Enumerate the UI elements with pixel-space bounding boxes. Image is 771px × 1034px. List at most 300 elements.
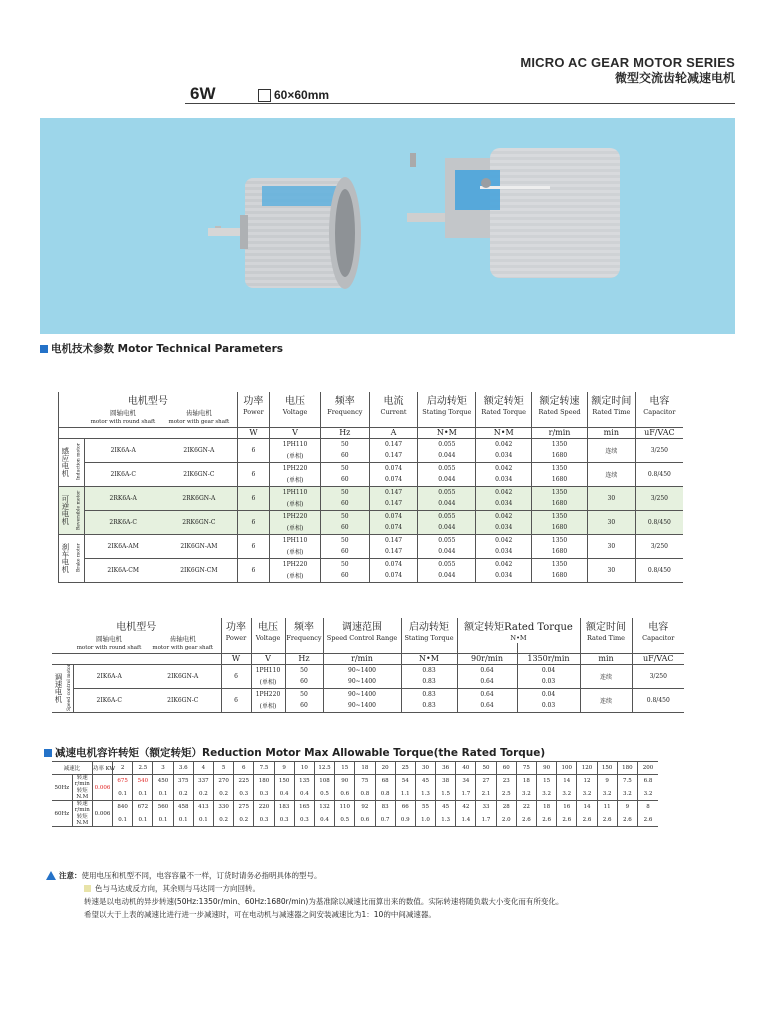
torque-value: 0.3 <box>234 788 254 801</box>
notes-block <box>46 869 563 921</box>
ratio-value: 5 <box>214 762 234 775</box>
power-value: 6 <box>237 534 269 558</box>
torque-value: 0.5 <box>314 788 334 801</box>
th-start-torque: 启动转矩 <box>418 392 476 407</box>
ratio-value: 18 <box>355 762 375 775</box>
rated-torque-value: 0.042 <box>476 534 532 546</box>
speed-value: 9 <box>617 801 637 814</box>
ratio-value: 120 <box>577 762 597 775</box>
unit-voltage: V <box>270 427 321 438</box>
note-text-4: 希望以大于上表的减速比进行进一步减速时，可在电动机与减速器之间安装减速比为1：10的中间减速器。 <box>84 910 436 919</box>
torque-value: 0.2 <box>193 788 213 801</box>
header-row-cn <box>59 392 684 407</box>
blue-square-icon <box>44 749 52 757</box>
torque-value: 0.3 <box>254 814 274 827</box>
t2-th-voltage-en: Voltage <box>251 633 285 643</box>
t2-th-range-en: Speed Control Range <box>323 633 401 643</box>
ratio-value: 9 <box>274 762 294 775</box>
torque-value: 0.1 <box>113 814 133 827</box>
rated-torque-value: 0.034 <box>476 450 532 462</box>
start-torque-value: 0.83 <box>401 688 457 700</box>
ratio-value: 15 <box>335 762 355 775</box>
t2-th-round-shaft: 圆轴电机 <box>96 634 122 643</box>
torque-value: 1.5 <box>436 788 456 801</box>
range-value: 90~1400 <box>323 688 401 700</box>
speed-value: 28 <box>496 801 516 814</box>
table-row <box>59 486 684 498</box>
rated-speed-value: 1350 <box>532 486 588 498</box>
capacitor-value: 0.8/450 <box>635 558 683 582</box>
group-label-en: Speed control motor <box>66 664 72 712</box>
current-value: 0.147 <box>369 498 418 510</box>
section-allowable-torque <box>44 745 545 760</box>
rated-torque-value: 0.042 <box>476 486 532 498</box>
capacitor-value: 3/250 <box>635 486 683 510</box>
ratio-value: 6 <box>234 762 254 775</box>
rated-time-value: 30 <box>587 534 635 558</box>
torque-value: 2.6 <box>637 814 658 827</box>
torque-value: 3.2 <box>537 788 557 801</box>
start-torque-value: 0.044 <box>418 498 476 510</box>
voltage-value: 1PH110 <box>270 486 321 498</box>
t2-th-power-en: Power <box>221 633 251 643</box>
speed-value: 183 <box>274 801 294 814</box>
voltage-value: 1PH110 <box>270 534 321 546</box>
start-torque-value: 0.055 <box>418 438 476 450</box>
torque-value: 1.7 <box>456 788 476 801</box>
power-value: 6 <box>221 688 251 712</box>
torque-value: 0.4 <box>294 788 314 801</box>
table-row <box>59 510 684 522</box>
speed-value: 225 <box>234 775 254 788</box>
table-row <box>59 534 684 546</box>
th-gear-shaft: 齿轴电机 <box>185 408 212 417</box>
unit-capacitor: uF/VAC <box>635 427 683 438</box>
torque-value: 1.4 <box>456 814 476 827</box>
ratio-value: 2.5 <box>133 762 153 775</box>
speed-value: 150 <box>274 775 294 788</box>
torque-value: 3.2 <box>597 788 617 801</box>
start-torque-value: 0.83 <box>401 700 457 712</box>
capacitor-value: 0.8/450 <box>635 462 683 486</box>
table-row <box>59 558 684 570</box>
voltage-value: 1PH220 <box>270 462 321 474</box>
start-torque-value: 0.044 <box>418 522 476 534</box>
speed-label: 转速 r/min <box>72 801 92 814</box>
series-title-en: MICRO AC GEAR MOTOR SERIES <box>520 55 735 70</box>
group-label-cn: 调速电机 <box>52 664 65 712</box>
model-round: 2IK6A-AM <box>85 534 161 558</box>
speed-value: 16 <box>557 801 577 814</box>
note-line-1 <box>46 869 563 882</box>
round-shaft-motor-icon <box>208 177 361 289</box>
rated-torque-value: 0.034 <box>476 570 532 582</box>
t2-unit-frequency: Hz <box>285 653 323 664</box>
group-label-cn: 感应电机 <box>59 438 72 486</box>
t2-unit-1350rpm: 1350r/min <box>517 653 580 664</box>
speed-value: 34 <box>456 775 476 788</box>
rated-torque-value: 0.034 <box>476 546 532 558</box>
voltage-value: 1PH220 <box>270 558 321 570</box>
t2-th-start-torque-en: Stating Torque <box>401 633 457 643</box>
torque-value: 2.6 <box>577 814 597 827</box>
speed-value: 110 <box>335 801 355 814</box>
speed-value: 9 <box>597 775 617 788</box>
t2-unit-voltage: V <box>251 653 285 664</box>
t2-header-row-cn <box>52 618 684 633</box>
th-capacitor: 电容 <box>635 392 683 407</box>
power-label: 功率 KW <box>92 762 112 775</box>
note-text-2: 色与马达成反方向，其余则与马达同一方向回转。 <box>95 884 260 893</box>
freq-label: 50Hz <box>52 775 72 801</box>
t2-unit-start-torque: N•M <box>401 653 457 664</box>
torque-value: 0.1 <box>133 814 153 827</box>
speed-value: 45 <box>415 775 435 788</box>
t2-unit-power: W <box>221 653 251 664</box>
torque-value: 0.2 <box>214 814 234 827</box>
capacitor-value: 0.8/450 <box>635 510 683 534</box>
current-value: 0.147 <box>369 438 418 450</box>
voltage-value: (单相) <box>270 498 321 510</box>
torque-value: 0.3 <box>294 814 314 827</box>
frequency-value: 60 <box>320 570 369 582</box>
start-torque-value: 0.055 <box>418 534 476 546</box>
table-row <box>52 814 658 827</box>
torque-90-value: 0.64 <box>457 676 517 688</box>
torque-value: 0.3 <box>274 814 294 827</box>
ratio-value: 90 <box>537 762 557 775</box>
header-row-en <box>59 417 684 427</box>
torque-label: 转矩 N.M <box>72 814 92 827</box>
rated-speed-value: 1680 <box>532 498 588 510</box>
t2-units-row <box>52 653 684 664</box>
torque-1350-value: 0.04 <box>517 688 580 700</box>
rated-time-value: 30 <box>587 558 635 582</box>
frequency-value: 50 <box>320 510 369 522</box>
speed-value: 540 <box>133 775 153 788</box>
t2-th-gear-shaft: 齿轴电机 <box>169 634 196 643</box>
frequency-value: 50 <box>285 688 323 700</box>
rated-speed-value: 1350 <box>532 438 588 450</box>
range-value: 90~1400 <box>323 676 401 688</box>
torque-value: 3.2 <box>577 788 597 801</box>
current-value: 0.147 <box>369 450 418 462</box>
th-rated-speed-en: Rated Speed <box>532 407 588 417</box>
torque-value: 0.1 <box>173 814 193 827</box>
ratio-value: 150 <box>597 762 617 775</box>
ratio-header-row <box>52 762 658 775</box>
torque-value: 2.6 <box>597 814 617 827</box>
model-gear: 2IK6GN-C <box>161 462 237 486</box>
table-row <box>52 688 684 700</box>
rated-time-value: 连续 <box>587 438 635 462</box>
ratio-value: 75 <box>516 762 536 775</box>
model-gear: 2IK6GN-CM <box>161 558 237 582</box>
torque-value: 0.6 <box>355 814 375 827</box>
group-label-cn: 刹车电机 <box>59 534 72 582</box>
t2-th-capacitor-en: Capacitor <box>632 633 684 643</box>
t2-th-capacitor: 电容 <box>632 618 684 633</box>
start-torque-value: 0.055 <box>418 462 476 474</box>
speed-value: 165 <box>294 801 314 814</box>
range-value: 90~1400 <box>323 664 401 676</box>
th-gear-shaft-en: motor with gear shaft <box>161 417 237 427</box>
frequency-value: 50 <box>320 438 369 450</box>
speed-value: 90 <box>335 775 355 788</box>
voltage-value: 1PH110 <box>251 664 285 676</box>
t2-th-rated-torque: 额定转矩Rated Torque <box>457 618 580 633</box>
start-torque-value: 0.83 <box>401 676 457 688</box>
speed-value: 132 <box>314 801 334 814</box>
power-value: 6 <box>221 664 251 688</box>
table-row <box>59 438 684 450</box>
torque-value: 2.6 <box>617 814 637 827</box>
header-divider <box>185 103 735 104</box>
current-value: 0.074 <box>369 510 418 522</box>
rated-time-value: 30 <box>587 510 635 534</box>
rated-speed-value: 1680 <box>532 522 588 534</box>
start-torque-value: 0.044 <box>418 546 476 558</box>
frequency-value: 60 <box>320 474 369 486</box>
rated-speed-value: 1350 <box>532 534 588 546</box>
speed-value: 66 <box>395 801 415 814</box>
torque-value: 0.6 <box>335 788 355 801</box>
model-round: 2IK6A-A <box>73 664 145 688</box>
capacitor-value: 3/250 <box>635 534 683 558</box>
torque-1350-value: 0.03 <box>517 676 580 688</box>
t2-th-rated-torque-unit: N•M <box>457 633 580 643</box>
speed-value: 275 <box>234 801 254 814</box>
frequency-value: 60 <box>320 546 369 558</box>
torque-value: 0.4 <box>274 788 294 801</box>
notes-label: 注意： <box>59 871 82 880</box>
th-power: 功率 <box>237 392 269 407</box>
speed-value: 42 <box>456 801 476 814</box>
torque-value: 0.1 <box>153 814 173 827</box>
gear-shaft-motor-icon <box>407 148 620 278</box>
t2-unit-capacitor: uF/VAC <box>632 653 684 664</box>
speed-value: 330 <box>214 801 234 814</box>
rated-torque-value: 0.034 <box>476 498 532 510</box>
speed-value: 92 <box>355 801 375 814</box>
motor-parameters-table <box>58 392 683 583</box>
note-line-4 <box>46 908 563 921</box>
unit-start-torque: N•M <box>418 427 476 438</box>
speed-value: 11 <box>597 801 617 814</box>
th-frequency: 频率 <box>320 392 369 407</box>
rated-time-value: 连续 <box>580 664 632 688</box>
rated-speed-value: 1680 <box>532 546 588 558</box>
th-model: 电机型号 <box>59 392 238 407</box>
speed-value: 18 <box>537 801 557 814</box>
speed-value: 38 <box>436 775 456 788</box>
th-rated-speed: 额定转速 <box>532 392 588 407</box>
ratio-value: 10 <box>294 762 314 775</box>
current-value: 0.147 <box>369 546 418 558</box>
torque-value: 0.8 <box>375 788 395 801</box>
rated-torque-value: 0.042 <box>476 462 532 474</box>
speed-value: 337 <box>193 775 213 788</box>
torque-1350-value: 0.03 <box>517 700 580 712</box>
th-rated-time-en: Rated Time <box>587 407 635 417</box>
th-capacitor-en: Capacitor <box>635 407 683 417</box>
t2-unit-rated-time: min <box>580 653 632 664</box>
th-voltage: 电压 <box>270 392 321 407</box>
current-value: 0.147 <box>369 534 418 546</box>
voltage-value: (单相) <box>270 570 321 582</box>
torque-value: 0.2 <box>173 788 193 801</box>
ratio-value: 25 <box>395 762 415 775</box>
torque-1350-value: 0.04 <box>517 664 580 676</box>
speed-value: 18 <box>516 775 536 788</box>
speed-value: 55 <box>415 801 435 814</box>
torque-value: 0.1 <box>133 788 153 801</box>
ratio-value: 50 <box>476 762 496 775</box>
t2-th-frequency-en: Frequency <box>286 634 322 642</box>
start-torque-value: 0.044 <box>418 450 476 462</box>
start-torque-value: 0.055 <box>418 486 476 498</box>
torque-value: 0.9 <box>395 814 415 827</box>
speed-value: 8 <box>637 801 658 814</box>
model-round: 2IK6A-CM <box>85 558 161 582</box>
rated-speed-value: 1350 <box>532 510 588 522</box>
th-round-shaft: 圆轴电机 <box>109 408 136 417</box>
ratio-value: 20 <box>375 762 395 775</box>
ratio-label: 减速比 <box>52 762 92 775</box>
allowable-torque-table <box>52 761 658 827</box>
model-round: 2IK6A-C <box>73 688 145 712</box>
series-title-cn: 微型交流齿轮减速电机 <box>614 71 735 85</box>
frequency-value: 60 <box>320 522 369 534</box>
th-rated-torque-en: Rated Torque <box>476 407 532 417</box>
rated-torque-value: 0.042 <box>476 558 532 570</box>
th-frequency-en: Frequency <box>320 407 369 417</box>
speed-value: 560 <box>153 801 173 814</box>
frame-size <box>258 88 329 102</box>
rated-speed-value: 1680 <box>532 570 588 582</box>
torque-value: 1.7 <box>476 814 496 827</box>
torque-value: 2.5 <box>496 788 516 801</box>
model-gear: 2RK6GN-C <box>161 510 237 534</box>
section-title-text: 电机技术参数 Motor Technical Parameters <box>51 343 284 355</box>
frequency-value: 60 <box>320 450 369 462</box>
speed-value: 840 <box>113 801 133 814</box>
frequency-value: 50 <box>320 462 369 474</box>
note-text-1: 使用电压和机型不同，电容容量不一样，订货时请务必指明具体的型号。 <box>81 871 322 880</box>
speed-value: 220 <box>254 801 274 814</box>
voltage-value: (单相) <box>251 700 285 712</box>
model-size: 6W <box>190 84 216 103</box>
torque-value: 0.1 <box>113 788 133 801</box>
speed-value: 22 <box>516 801 536 814</box>
speed-value: 458 <box>173 801 193 814</box>
unit-rated-speed: r/min <box>532 427 588 438</box>
speed-label: 转速 r/min <box>72 775 92 788</box>
torque-90-value: 0.64 <box>457 688 517 700</box>
ratio-value: 100 <box>557 762 577 775</box>
torque-value: 2.1 <box>476 788 496 801</box>
torque-value: 2.6 <box>557 814 577 827</box>
power-value: 6 <box>237 438 269 462</box>
torque-value: 1.0 <box>415 814 435 827</box>
voltage-value: (单相) <box>270 450 321 462</box>
power-value: 6 <box>237 558 269 582</box>
ratio-value: 36 <box>436 762 456 775</box>
capacitor-value: 0.8/450 <box>632 688 684 712</box>
ratio-value: 3.6 <box>173 762 193 775</box>
frequency-value: 60 <box>320 498 369 510</box>
unit-rated-torque: N•M <box>476 427 532 438</box>
rated-speed-value: 1680 <box>532 450 588 462</box>
t2-th-model: 电机型号 <box>116 622 157 633</box>
t2-th-start-torque: 启动转矩 <box>401 618 457 633</box>
unit-rated-time: min <box>587 427 635 438</box>
model-gear: 2IK6GN-A <box>161 438 237 462</box>
speed-value: 6.8 <box>637 775 658 788</box>
rated-torque-value: 0.034 <box>476 522 532 534</box>
t2-th-rated-time: 额定时间 <box>580 618 632 633</box>
speed-value: 7.5 <box>617 775 637 788</box>
speed-value: 270 <box>214 775 234 788</box>
speed-value: 75 <box>355 775 375 788</box>
capacitor-value: 3/250 <box>635 438 683 462</box>
voltage-value: (单相) <box>270 546 321 558</box>
speed-value: 672 <box>133 801 153 814</box>
unit-power: W <box>237 427 269 438</box>
section-motor-parameters <box>40 341 283 356</box>
speed-value: 675 <box>113 775 133 788</box>
range-value: 90~1400 <box>323 700 401 712</box>
t2-th-power: 功率 <box>221 618 251 633</box>
start-torque-value: 0.044 <box>418 474 476 486</box>
model-gear: 2IK6GN-A <box>145 664 221 688</box>
t2-th-round-shaft-en: motor with round shaft <box>73 643 145 653</box>
speed-value: 27 <box>476 775 496 788</box>
rated-speed-value: 1680 <box>532 474 588 486</box>
th-round-shaft-en: motor with round shaft <box>85 417 161 427</box>
group-label-cn: 可逆电机 <box>59 486 72 534</box>
rated-time-value: 连续 <box>580 688 632 712</box>
speed-value: 14 <box>577 801 597 814</box>
current-value: 0.074 <box>369 558 418 570</box>
group-label-en: Induction motor <box>72 438 85 486</box>
header-row-sub <box>59 407 684 417</box>
speed-value: 450 <box>153 775 173 788</box>
model-gear: 2RK6GN-A <box>161 486 237 510</box>
current-value: 0.074 <box>369 474 418 486</box>
speed-value: 180 <box>254 775 274 788</box>
th-current-en: Current <box>369 407 418 417</box>
start-torque-value: 0.044 <box>418 570 476 582</box>
speed-value: 83 <box>375 801 395 814</box>
torque-value: 3.2 <box>557 788 577 801</box>
voltage-value: 1PH110 <box>270 438 321 450</box>
torque-value: 3.2 <box>617 788 637 801</box>
frequency-value: 50 <box>285 664 323 676</box>
model-round: 2IK6A-A <box>85 438 161 462</box>
start-torque-value: 0.83 <box>401 664 457 676</box>
t2-header-row-en <box>52 643 684 653</box>
unit-current: A <box>369 427 418 438</box>
torque-value: 3.2 <box>637 788 658 801</box>
torque-90-value: 0.64 <box>457 664 517 676</box>
current-value: 0.074 <box>369 522 418 534</box>
torque-value: 0.4 <box>314 814 334 827</box>
t2-th-rated-time-en: Rated Time <box>580 633 632 643</box>
torque-value: 2.6 <box>516 814 536 827</box>
speed-value: 45 <box>436 801 456 814</box>
torque-value: 0.1 <box>193 814 213 827</box>
